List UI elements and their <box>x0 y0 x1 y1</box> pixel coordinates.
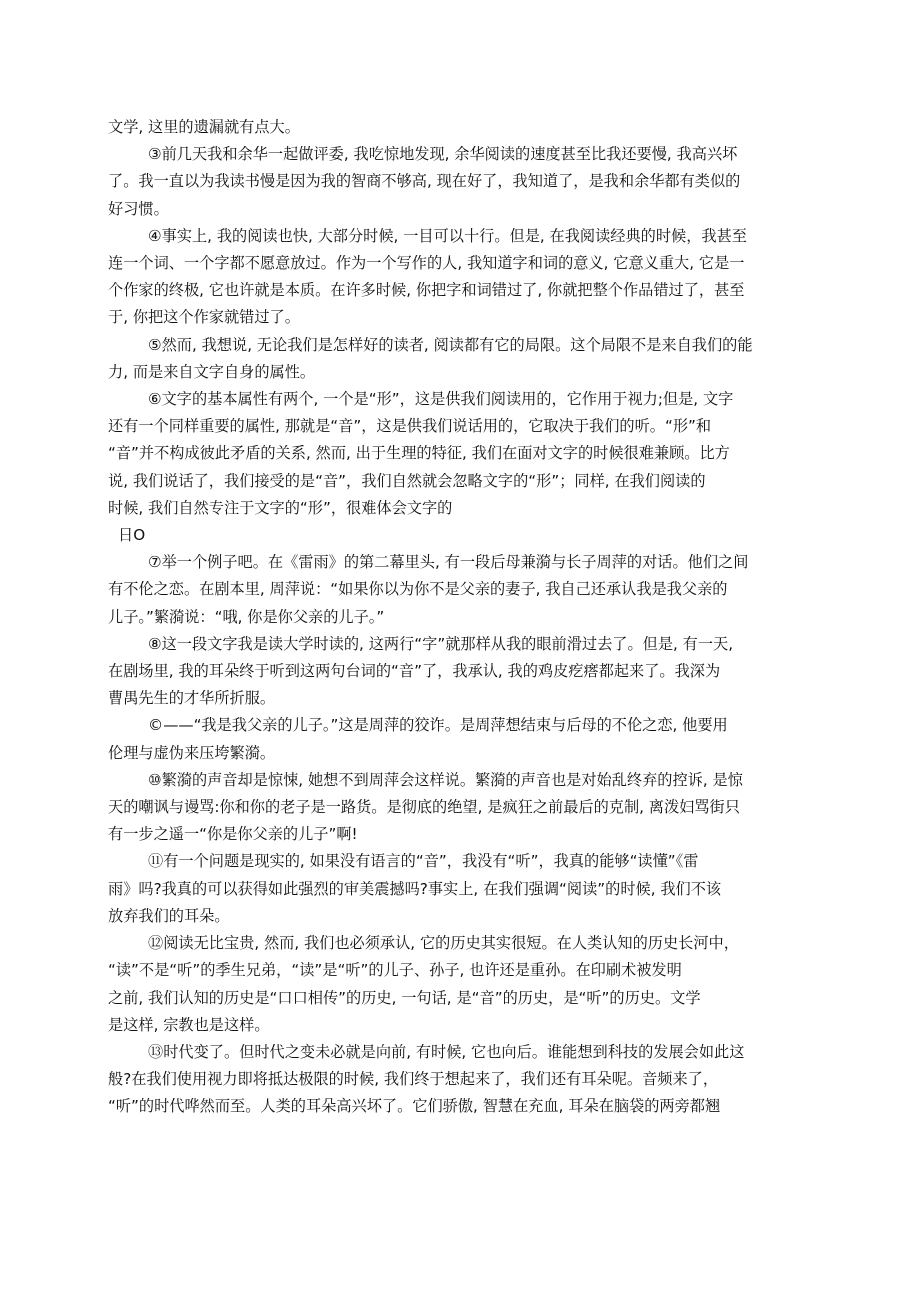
text-line: 天的嘲讽与谩骂:你和你的老子是一路货。是彻底的绝望, 是疯狂之前最后的克制, 离泼妇骂街只 <box>108 798 740 817</box>
text-line: ⑦举一个例子吧。在《雷雨》的第二幕里头, 有一段后母兼漪与长子周萍的对话。他们之间 <box>148 553 749 572</box>
text-line: 有不伦之恋。在剧本里, 周萍说：“如果你以为你不是父亲的妻子, 我自己还承认我是我父亲的 <box>108 580 728 599</box>
text-line: “音”并不构成彼此矛盾的关系, 然而, 出于生理的特征, 我们在面对文字的时候很难兼顾。比方 <box>108 444 730 463</box>
text-line: ⑪有一个问题是现实的, 如果没有语言的“音”，我没有“听”，我真的能够“读懂”《雷 <box>148 852 699 871</box>
text-line: 雨》吗?我真的可以获得如此强烈的审美震撼吗?事实上, 在我们强调“阅读”的时候, 我们不该 <box>108 879 722 898</box>
text-line: 有一步之遥一“你是你父亲的儿子”啊! <box>108 825 358 844</box>
text-line: 时候, 我们自然专注于文字的“形”，很难体会文字的 <box>108 498 453 517</box>
text-line: ⑬时代变了。但时代之变未必就是向前, 有时候, 它也向后。谁能想到科技的发展会如此这 <box>148 1042 745 1061</box>
text-line: ⑥文字的基本属性有两个, 一个是“形”，这是供我们阅读用的，它作用于视力;但是, 文字 <box>148 390 734 409</box>
text-line: ③前几天我和余华一起做评委, 我吃惊地发现, 余华阅读的速度甚至比我还要慢, 我高兴坏 <box>148 145 738 164</box>
text-line: “听”的时代哗然而至。人类的耳朵高兴坏了。它们骄傲, 智慧在充血, 耳朵在脑袋的两旁都翘 <box>108 1097 721 1116</box>
text-line: ④事实上, 我的阅读也快, 大部分时候, 一目可以十行。但是, 在我阅读经典的时候，我甚至 <box>148 226 747 245</box>
text-line: ©——“我是我父亲的儿子。”这是周萍的狡诈。是周萍想结束与后母的不伦之恋, 他要用 <box>148 716 728 735</box>
text-line: 放弃我们的耳朵。 <box>108 906 230 925</box>
text-line: 个作家的终极, 它也许就是本质。在许多时候, 你把字和词错过了, 你就把整个作品错过了，甚至 <box>108 281 745 300</box>
text-line: 般?在我们使用视力即将抵达极限的时候, 我们终于想起来了，我们还有耳朵呢。音频来了， <box>108 1070 719 1089</box>
text-line: 连一个词、一个字都不愿意放过。作为一个写作的人, 我知道字和词的意义, 它意义重大, 它是一 <box>108 254 745 273</box>
text-line: 于, 你把这个作家就错过了。 <box>108 308 300 327</box>
text-line: ⑧这一段文字我是读大学时读的, 这两行“字”就那样从我的眼前滑过去了。但是, 有一天, <box>148 634 734 653</box>
text-line: 曹禺先生的才华所折服。 <box>108 689 276 708</box>
text-line: 伦理与虚伪来压垮繁漪。 <box>108 743 276 762</box>
text-line: 是这样, 宗教也是这样。 <box>108 1015 270 1034</box>
text-line: 之前, 我们认知的历史是“口口相传”的历史, 一句话, 是“音”的历史，是“听”的历史。文学 <box>108 988 701 1007</box>
text-line: ⑤然而, 我想说, 无论我们是怎样好的读者, 阅读都有它的局限。这个局限不是来自我们的能 <box>148 335 753 354</box>
text-line: 在剧场里, 我的耳朵终于听到这两句台词的“音”了，我承认, 我的鸡皮疙瘩都起来了。我深为 <box>108 662 721 681</box>
text-line: 日O <box>118 526 146 545</box>
text-line: 说, 我们说话了，我们接受的是“音”，我们自然就会忽略文字的“形”；同样, 在我们阅读的 <box>108 471 706 490</box>
text-line: 儿子。”繁漪说：“哦, 你是你父亲的儿子。” <box>108 607 385 626</box>
text-line: “读”不是“听”的季生兄弟，“读”是“听”的儿子、孙子, 也许还是重孙。在印刷术被发明 <box>108 961 682 980</box>
text-line: 了。我一直以为我读书慢是因为我的智商不够高, 现在好了，我知道了，是我和余华都有类似的 <box>108 172 741 191</box>
text-line: 文学, 这里的遗漏就有点大。 <box>108 118 300 136</box>
text-line: ⑩繁漪的声音却是惊悚, 她想不到周萍会这样说。繁漪的声音也是对始乱终弃的控诉, 是惊 <box>148 770 743 789</box>
text-line: 还有一个同样重要的属性, 那就是“音”，这是供我们说话用的，它取决于我们的听。“形”和 <box>108 417 712 436</box>
article-body <box>108 114 814 1121</box>
text-line: ⑫阅读无比宝贵, 然而, 我们也必须承认, 它的历史其实很短。在人类认知的历史长河中， <box>148 934 739 953</box>
text-line: 好习惯。 <box>108 199 169 218</box>
text-line: 力, 而是来自文字自身的属性。 <box>108 362 316 381</box>
